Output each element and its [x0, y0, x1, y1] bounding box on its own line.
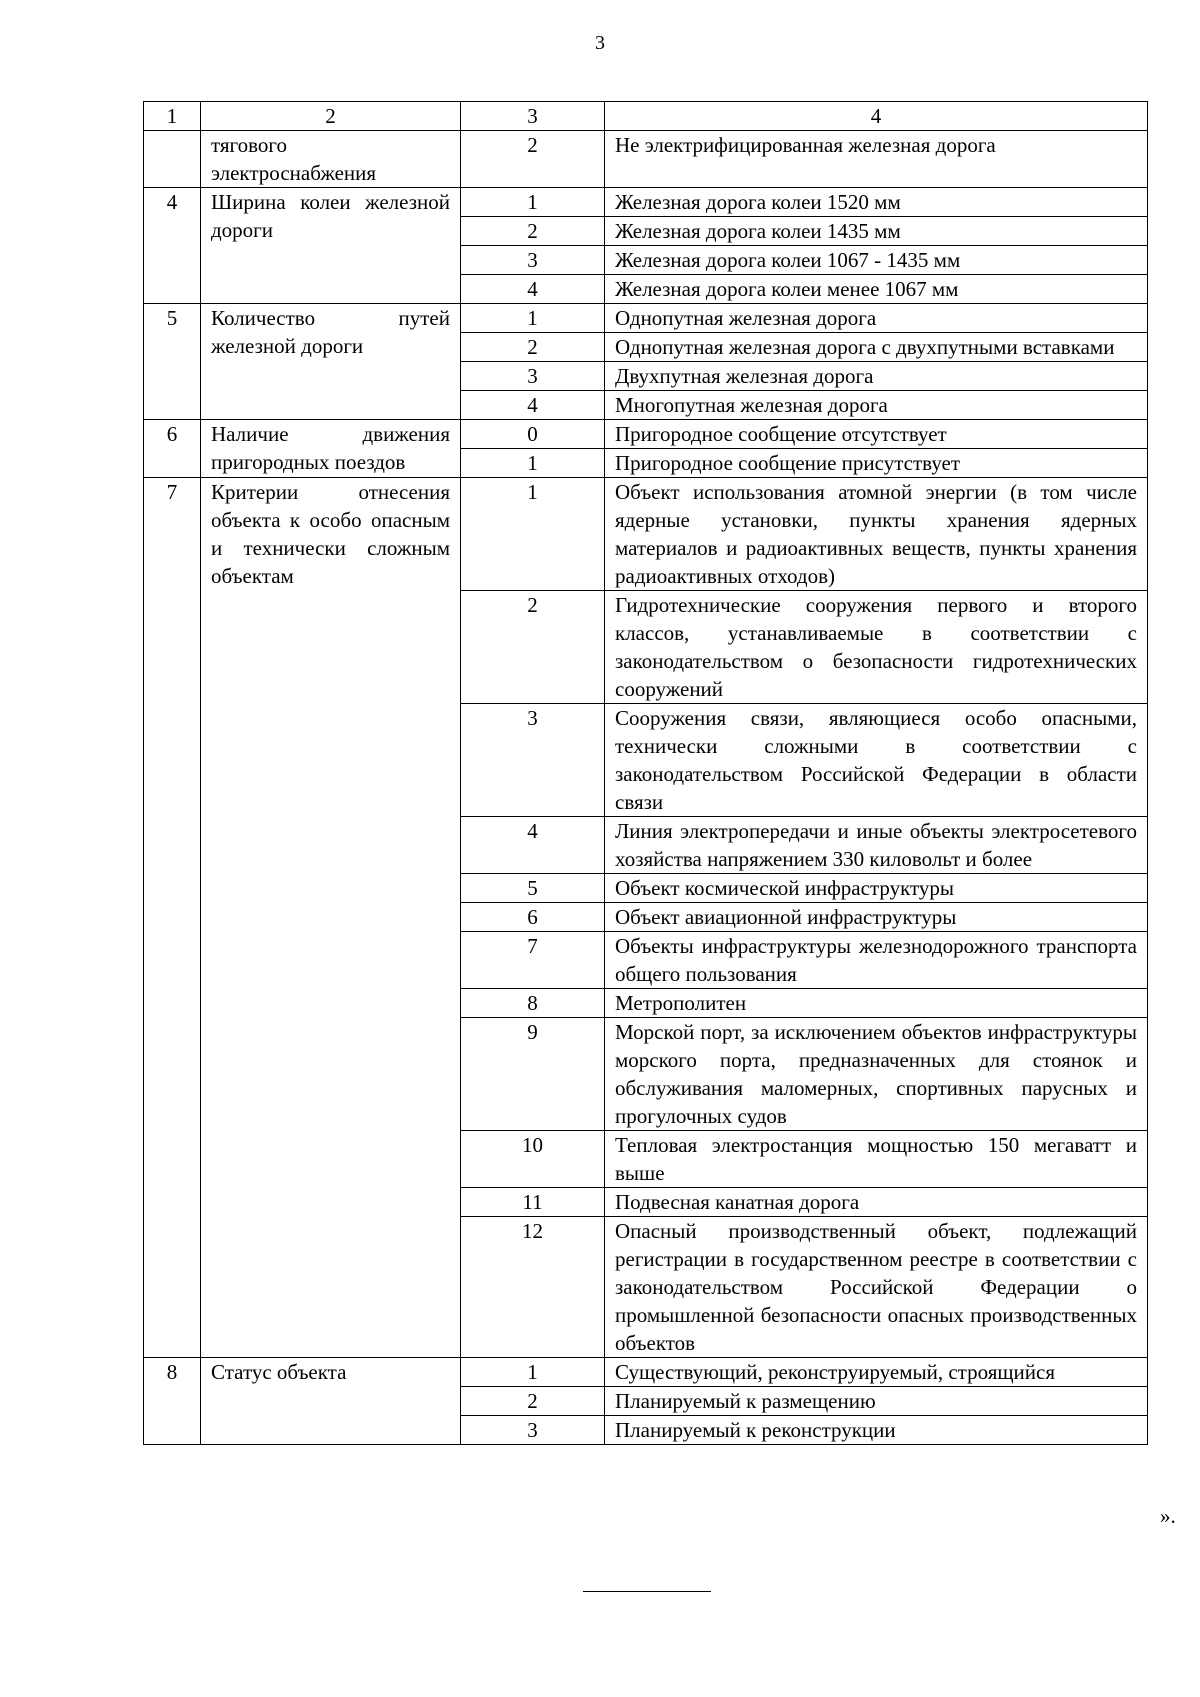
item-description: Тепловая электростанция мощностью 150 мегаватт и выше [605, 1131, 1148, 1188]
item-description: Однопутная железная дорога с двухпутными вставками [605, 333, 1148, 362]
group-criterion: Статус объекта [201, 1358, 461, 1445]
item-code: 10 [461, 1131, 605, 1188]
item-description: Пригородное сообщение присутствует [605, 449, 1148, 478]
item-code: 8 [461, 989, 605, 1018]
item-description: Однопутная железная дорога [605, 304, 1148, 333]
group-criterion: тягового электроснабжения [201, 131, 461, 188]
item-code: 3 [461, 246, 605, 275]
item-description: Многопутная железная дорога [605, 391, 1148, 420]
item-code: 12 [461, 1217, 605, 1358]
group-criterion: Критерии отнесения объекта к особо опасным и технически сложным объектам [201, 478, 461, 1358]
item-code: 2 [461, 217, 605, 246]
item-description: Метрополитен [605, 989, 1148, 1018]
item-description: Подвесная канатная дорога [605, 1188, 1148, 1217]
item-description: Двухпутная железная дорога [605, 362, 1148, 391]
header-col-3: 3 [461, 102, 605, 131]
item-code: 2 [461, 333, 605, 362]
group-number: 4 [144, 188, 201, 304]
item-code: 1 [461, 449, 605, 478]
item-code: 5 [461, 874, 605, 903]
group-number: 8 [144, 1358, 201, 1445]
table-body [144, 102, 1148, 1445]
item-description: Железная дорога колеи менее 1067 мм [605, 275, 1148, 304]
table-row [144, 131, 1148, 188]
table-row [144, 188, 1148, 217]
item-code: 0 [461, 420, 605, 449]
item-description: Объект космической инфраструктуры [605, 874, 1148, 903]
group-criterion: Количество путей железной дороги [201, 304, 461, 420]
item-code: 3 [461, 362, 605, 391]
item-description: Объект использования атомной энергии (в том числе ядерные установки, пункты хранения ядерных материалов и радиоактивных веществ, пункты хранения радиоактивных отходов) [605, 478, 1148, 591]
table-header-row [144, 102, 1148, 131]
page-number: 3 [595, 32, 605, 54]
item-code: 1 [461, 478, 605, 591]
item-code: 9 [461, 1018, 605, 1131]
header-col-4: 4 [605, 102, 1148, 131]
group-number: 5 [144, 304, 201, 420]
item-description: Пригородное сообщение отсутствует [605, 420, 1148, 449]
item-code: 1 [461, 188, 605, 217]
item-code: 1 [461, 1358, 605, 1387]
item-description: Опасный производственный объект, подлежащий регистрации в государственном реестре в соответствии с законодательством Российской Федерации о промышленной безопасности опасных производственных объектов [605, 1217, 1148, 1358]
table-row [144, 478, 1148, 591]
group-criterion: Наличие движения пригородных поездов [201, 420, 461, 478]
item-description: Линия электропередачи и иные объекты электросетевого хозяйства напряжением 330 киловольт и более [605, 817, 1148, 874]
item-code: 7 [461, 932, 605, 989]
item-description: Не электрифицированная железная дорога [605, 131, 1148, 188]
item-description: Объекты инфраструктуры железнодорожного транспорта общего пользования [605, 932, 1148, 989]
item-code: 4 [461, 391, 605, 420]
item-code: 3 [461, 704, 605, 817]
group-number: 6 [144, 420, 201, 478]
classifier-table [143, 101, 1148, 1445]
header-col-1: 1 [144, 102, 201, 131]
group-criterion: Ширина колеи железной дороги [201, 188, 461, 304]
item-code: 2 [461, 1387, 605, 1416]
item-code: 2 [461, 131, 605, 188]
item-code: 4 [461, 275, 605, 304]
footer-separator-line [583, 1591, 711, 1592]
item-code: 3 [461, 1416, 605, 1445]
item-code: 11 [461, 1188, 605, 1217]
group-number [144, 131, 201, 188]
item-description: Планируемый к реконструкции [605, 1416, 1148, 1445]
table-row [144, 304, 1148, 333]
item-description: Планируемый к размещению [605, 1387, 1148, 1416]
item-description: Железная дорога колеи 1435 мм [605, 217, 1148, 246]
item-description: Морской порт, за исключением объектов инфраструктуры морского порта, предназначенных для стоянок и обслуживания маломерных, спортивных парусных и прогулочных судов [605, 1018, 1148, 1131]
item-code: 1 [461, 304, 605, 333]
item-description: Железная дорога колеи 1520 мм [605, 188, 1148, 217]
item-description: Гидротехнические сооружения первого и второго классов, устанавливаемые в соответствии с законодательством о безопасности гидротехнических сооружений [605, 591, 1148, 704]
item-code: 4 [461, 817, 605, 874]
table-row [144, 1358, 1148, 1387]
item-description: Объект авиационной инфраструктуры [605, 903, 1148, 932]
item-code: 6 [461, 903, 605, 932]
item-description: Сооружения связи, являющиеся особо опасными, технически сложными в соответствии с законодательством Российской Федерации в области связи [605, 704, 1148, 817]
item-code: 2 [461, 591, 605, 704]
group-number: 7 [144, 478, 201, 1358]
item-description: Существующий, реконструируемый, строящийся [605, 1358, 1148, 1387]
closing-quote: ». [1160, 1504, 1176, 1528]
table-row [144, 420, 1148, 449]
item-description: Железная дорога колеи 1067 - 1435 мм [605, 246, 1148, 275]
header-col-2: 2 [201, 102, 461, 131]
